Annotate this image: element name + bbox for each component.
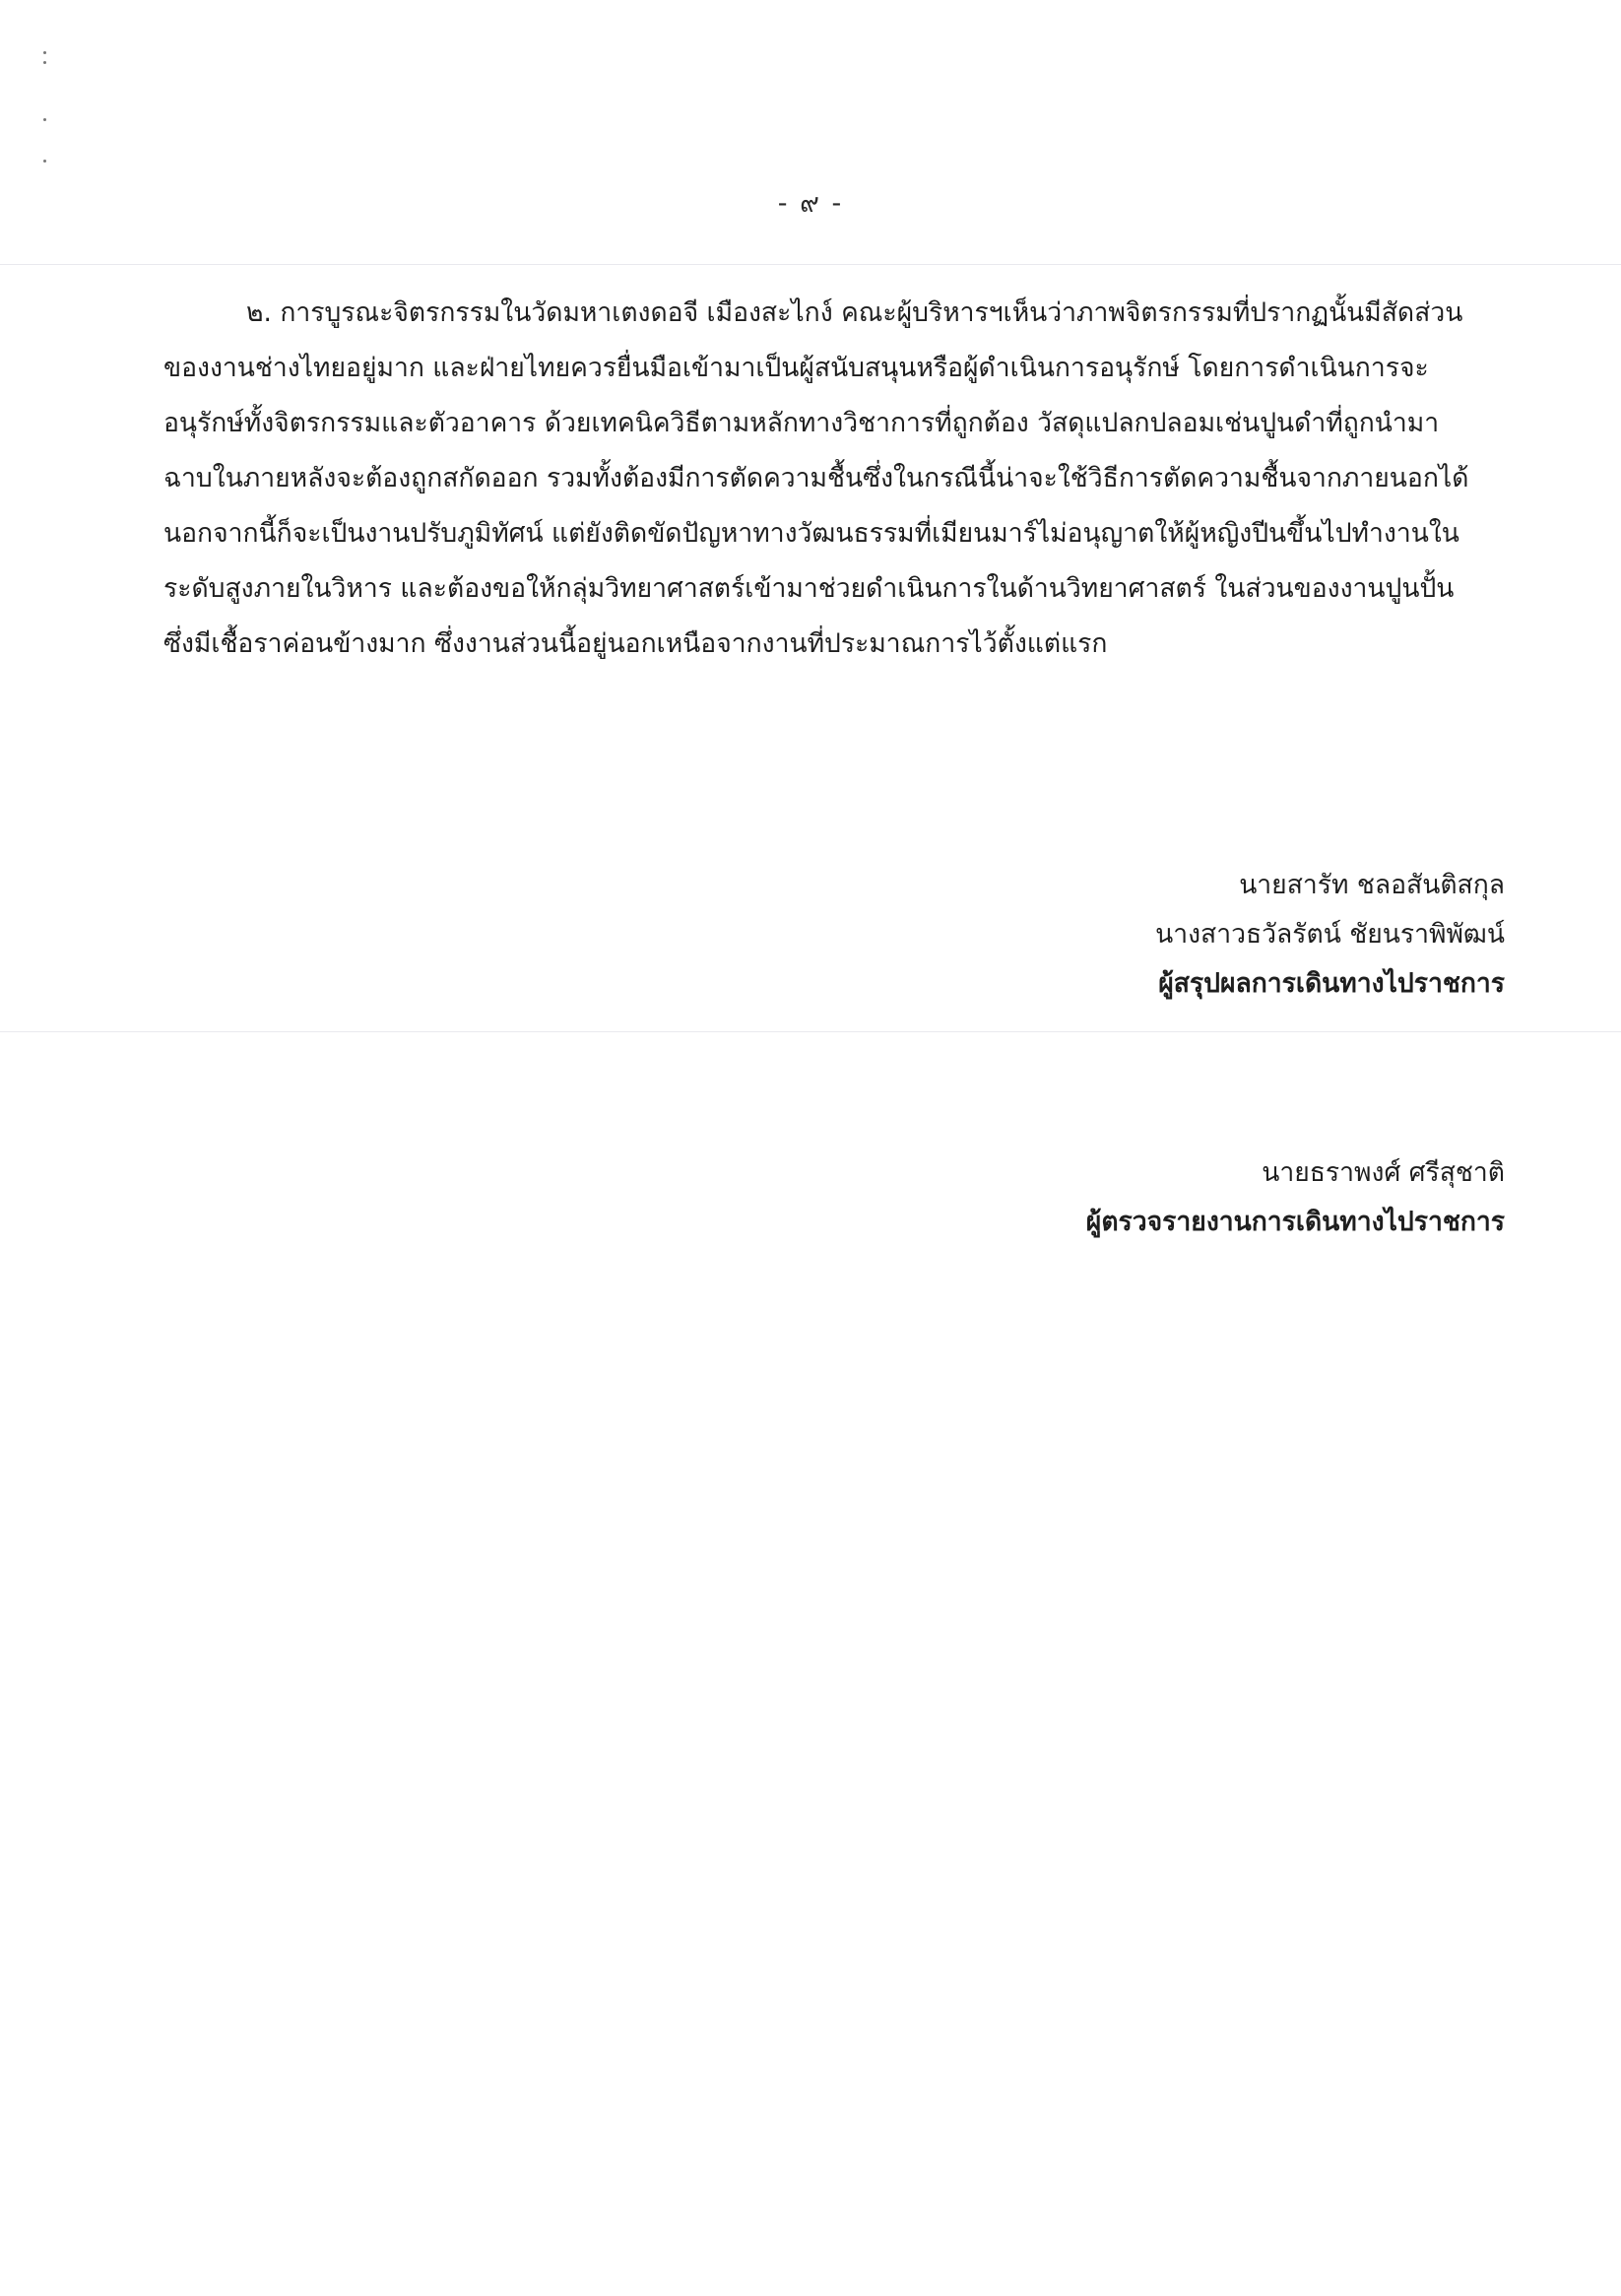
scan-artifact-line <box>0 264 1621 265</box>
scan-margin-marks <box>43 51 53 169</box>
body-paragraph <box>163 286 1505 672</box>
reviewer-role: ผู้ตรวจรายงานการเดินทางไปราชการ <box>1085 1207 1505 1237</box>
reviewer-name: นายธราพงศ์ ศรีสุชาติ <box>1262 1157 1505 1188</box>
summarizer-role: ผู้สรุปผลการเดินทางไปราชการ <box>1158 968 1505 999</box>
summarizer-name-1: นายสารัท ชลอสันติสกุล <box>1239 870 1505 900</box>
paragraph-line: ๒. การบูรณะจิตรกรรมในวัดมหาเตงดอจี เมืองสะไกง์ คณะผู้บริหารฯเห็นว่าภาพจิตรกรรมที่ปรากฏนั้นมีสัดส่วน <box>246 297 1463 328</box>
scan-artifact-line <box>0 1031 1621 1032</box>
summarizer-name-2: นางสาวธวัลรัตน์ ชัยนราพิพัฒน์ <box>1155 919 1505 950</box>
reviewer-signature-block <box>1086 1148 1505 1247</box>
paragraph-line: ซึ่งมีเชื้อราค่อนข้างมาก ซึ่งงานส่วนนี้อยู่นอกเหนือจากงานที่ประมาณการไว้ตั้งแต่แรก <box>163 628 1108 659</box>
paragraph-line: นอกจากนี้ก็จะเป็นงานปรับภูมิทัศน์ แต่ยังติดขัดปัญหาทางวัฒนธรรมที่เมียนมาร์ไม่อนุญาตให้ผู้หญิงปีนขึ้นไปทำงานใน <box>163 518 1459 549</box>
paragraph-line: ฉาบในภายหลังจะต้องถูกสกัดออก รวมทั้งต้องมีการตัดความชื้นซึ่งในกรณีนี้น่าจะใช้วิธีการตัดความชื้นจากภายนอกได้ <box>163 463 1469 493</box>
paragraph-line: อนุรักษ์ทั้งจิตรกรรมและตัวอาคาร ด้วยเทคนิควิธีตามหลักทางวิชาการที่ถูกต้อง วัสดุแปลกปลอมเช่นปูนดำที่ถูกนำมา <box>163 408 1440 438</box>
paragraph-line: ระดับสูงภายในวิหาร และต้องขอให้กลุ่มวิทยาศาสตร์เข้ามาช่วยดำเนินการในด้านวิทยาศาสตร์ ในส่วนของงานปูนปั้น <box>163 573 1455 604</box>
page-number: - ๙ - <box>777 188 844 219</box>
paragraph-line: ของงานช่างไทยอยู่มาก และฝ่ายไทยควรยื่นมือเข้ามาเป็นผู้สนับสนุนหรือผู้ดำเนินการอนุรักษ์ โดยการดำเนินการจะ <box>163 353 1429 383</box>
summarizer-signature-block <box>1155 861 1505 1009</box>
